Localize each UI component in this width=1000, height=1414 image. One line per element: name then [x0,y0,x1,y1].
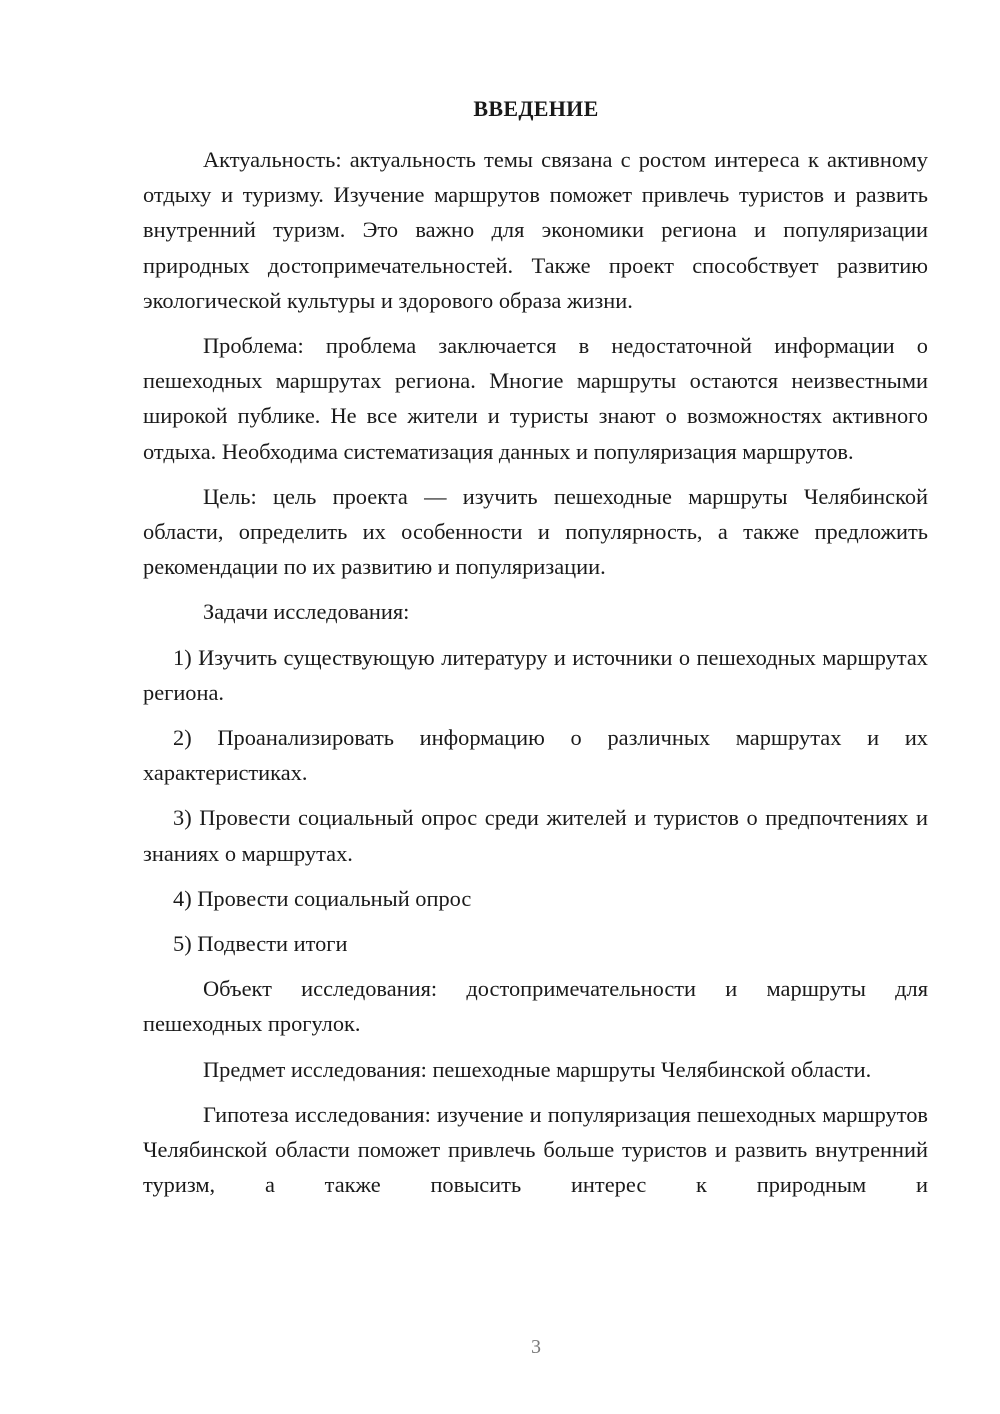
task-item-1: 1) Изучить существующую литературу и источники о пешеходных маршрутах региона. [143,644,928,705]
task-item-2: 2) Проанализировать информацию о различных маршрутах и их характеристиках. [143,725,928,786]
paragraph-tasks-heading: Задачи исследования: [203,599,410,625]
paragraph-problem: Проблема: проблема заключается в недостаточной информации о пешеходных маршрутах региона. Многие маршруты остаются неизвестными широкой публике. Не все жители и туристы знают о возможностях активного отдыха. Необходима систематизация данных и популяризация маршрутов. [143,333,928,464]
paragraph-object: Объект исследования: достопримечательности и маршруты для пешеходных прогулок. [143,976,928,1037]
paragraph-relevance: Актуальность: актуальность темы связана с ростом интереса к активному отдыху и туризму. Изучение маршрутов поможет привлечь туристов и развить внутренний туризм. Это важно для экономики региона и популяризации природных достопримечательностей. Также проект способствует развитию экологической культуры и здорового образа жизни. [143,147,928,313]
task-item-4: 4) Провести социальный опрос [173,885,472,911]
section-title: ВВЕДЕНИЕ [473,96,599,121]
paragraph-subject: Предмет исследования: пешеходные маршруты Челябинской области. [203,1056,872,1082]
task-item-3: 3) Провести социальный опрос среди жителей и туристов о предпочтениях и знаниях о маршрутах. [143,805,928,866]
document-body [143,142,928,1212]
paragraph-hypothesis: Гипотеза исследования: изучение и популяризация пешеходных маршрутов Челябинской области поможет привлечь больше туристов и развить внутренний туризм, а также повысить интерес к природным и [143,1101,928,1198]
paragraph-goal: Цель: цель проекта — изучить пешеходные маршруты Челябинской области, определить их особенности и популярность, а также предложить рекомендации по их развитию и популяризации. [143,483,928,580]
page-number: 3 [531,1336,541,1358]
task-item-5: 5) Подвести итоги [173,931,348,957]
